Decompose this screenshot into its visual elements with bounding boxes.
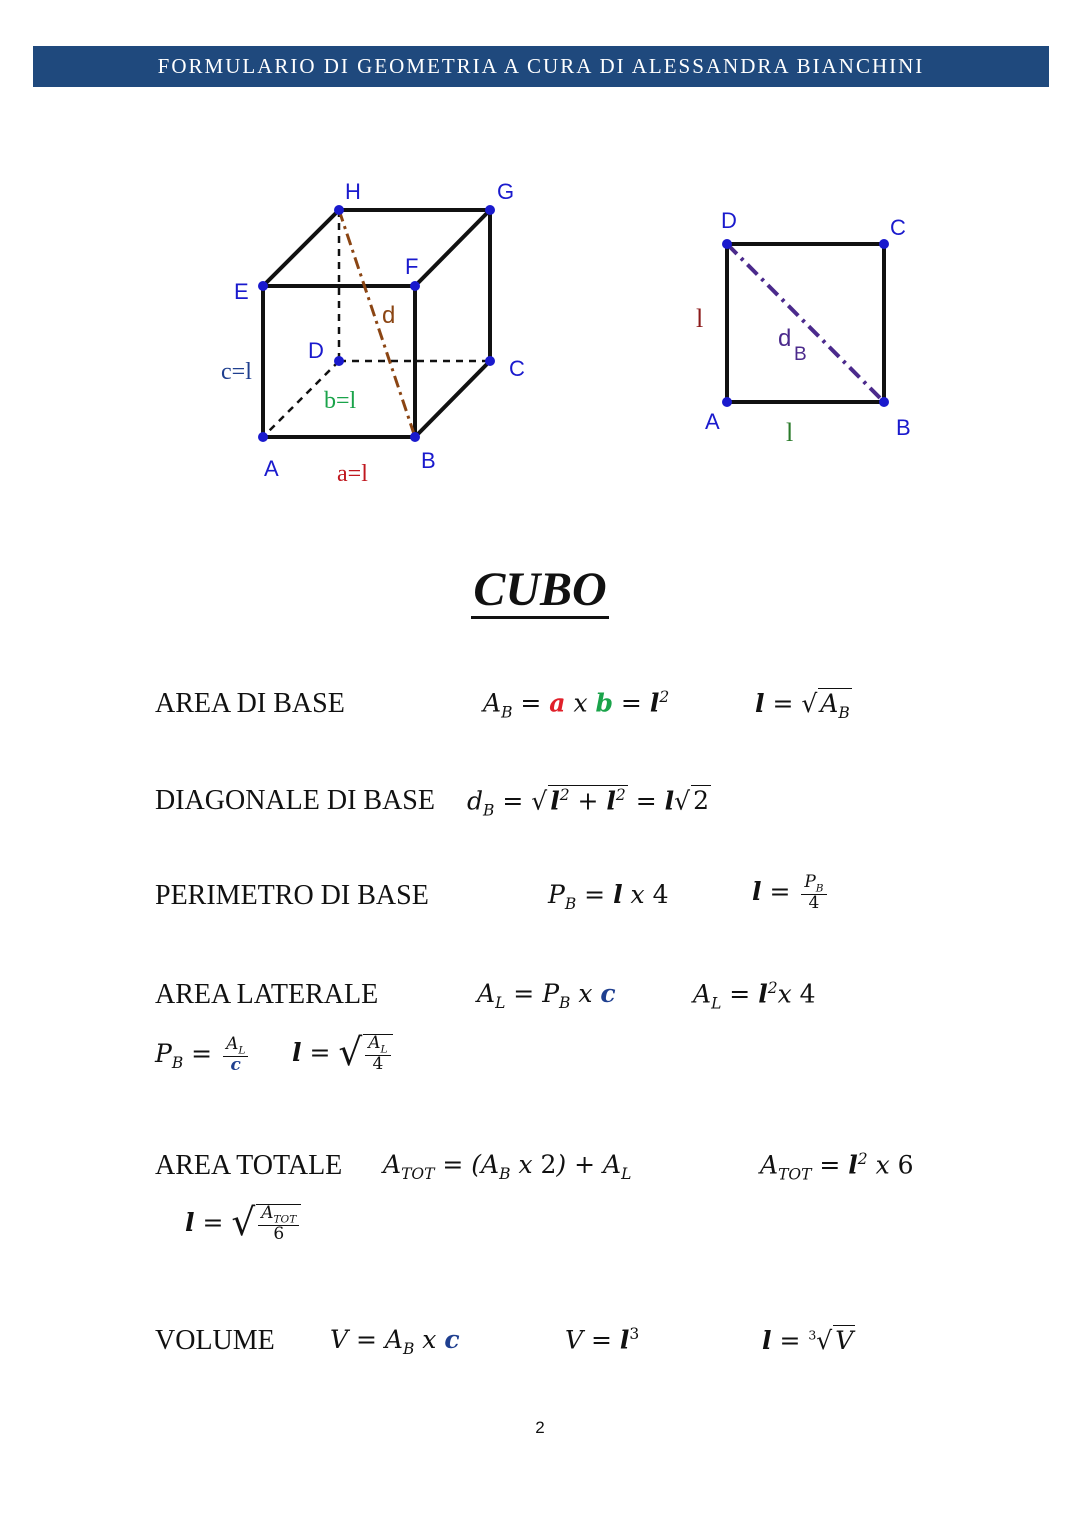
perimetro-side-formula: l = $\frac{P_B}{4}$ [752,874,830,913]
area-tot-formula: $A_{TOT} = (A_B$ x $2) + A_L$ [383,1150,632,1183]
volume-formula: $V = A_B$ x c [330,1325,460,1358]
volume-label: VOLUME [155,1325,275,1356]
cube-point-g: G [497,179,515,204]
page-title: CUBO [0,562,1080,617]
figures-svg [0,0,1080,520]
cube-point-a: A [264,456,279,481]
area-lat-formula: $A_L = P_B$ x c [477,979,616,1012]
cube-edge-c-label: c=l [221,359,252,385]
perimetro-formula: $P_B = l$ x 4 [548,880,669,913]
page-number: 2 [535,1418,545,1437]
square-point-b: B [896,415,911,440]
area-tot-formula-2: $A_{TOT} = l^2$ x 6 [760,1150,914,1184]
area-lat-formula-2: $A_L = l^2x$ 4 [693,979,816,1013]
square-side-bottom-label: l [786,418,794,447]
square-diagonal-sub: B [794,344,807,365]
cube-edge-b-label: b=l [324,388,357,414]
cube-edge-a-label: a=l [337,461,368,487]
square-point-c: C [890,215,906,240]
area-base-side-formula: l = √ $A_B$ [755,689,850,722]
area-tot-side-formula: l = √ $\frac{A_{TOT}}{6}$ [185,1200,301,1244]
volume-side-formula: l = $^3$√ V [762,1326,854,1355]
area-lat-side-formula: l = √ $\frac{A_L}{4}$ [292,1030,393,1074]
area-base-formula: $A_B = a$ x $b = l^2$ [483,688,670,722]
cube-point-h: H [345,179,361,204]
header-title: FORMULARIO DI GEOMETRIA A CURA DI ALESSANDRA BIANCHINI [157,54,925,78]
square-diagonal-label: d [778,325,792,352]
square-diagonal [727,244,884,402]
square-point-d: D [721,208,737,233]
cube-diagonal-label: d [382,302,396,329]
diag-base-label: DIAGONALE DI BASE [155,785,435,816]
square-side-left-label: l [696,304,704,333]
cube-point-d: D [308,338,324,363]
diag-base-formula: $d_B$ = √ $l^2 + l^2 = l√$ 2 [467,786,709,820]
area-base-label: AREA DI BASE [155,688,345,719]
volume-formula-2: $V = l^3$ [565,1325,640,1355]
square-point-a: A [705,409,720,434]
cube-point-e: E [234,279,249,304]
cube-point-f: F [405,254,419,279]
cube-point-c: C [509,356,525,381]
area-lat-label: AREA LATERALE [155,979,379,1010]
perimetro-label: PERIMETRO DI BASE [155,880,429,911]
area-tot-label: AREA TOTALE [155,1150,343,1181]
area-lat-perimeter-formula: $P_B$ = $\frac{A_L}{c}$ [155,1036,251,1075]
cube-point-b: B [421,448,436,473]
